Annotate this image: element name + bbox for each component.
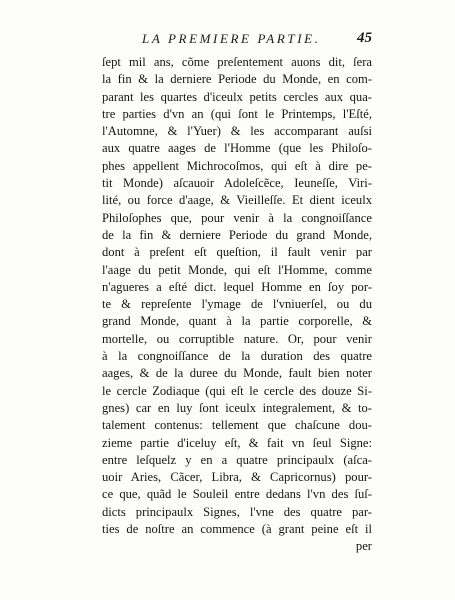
text-line: grand Monde, quant à la partie corporelle, & <box>102 314 372 329</box>
text-line: la fin & la derniere Periode du Monde, en com- <box>102 72 372 87</box>
text-line: n'agueres a eſté dict. lequel Homme en ſoy por- <box>102 279 372 294</box>
text-line: dicts principaulx Signes, l'vne des quatre par- <box>102 504 372 519</box>
text-line: uoir Aries, Cãcer, Libra, & Capricornus) pour- <box>102 470 372 485</box>
text-line: phes appellent Michrocoſmos, qui eſt à dire pe- <box>102 158 372 173</box>
text-line: ties de noſtre an commence (à grant peine eſt il <box>102 522 372 537</box>
text-line: zieme partie d'iceluy eſt, & fait vn ſeul Signe: <box>102 435 372 450</box>
text-line: à la congnoiſſance de la duration des quatre <box>102 349 372 364</box>
text-line: l'Automne, & l'Yuer) & les accomparant auſsi <box>102 124 372 139</box>
catchword: per <box>355 539 372 554</box>
text-line: talement contenus: tellement que chaſcune dou- <box>102 418 372 433</box>
running-title: LA PREMIERE PARTIE. <box>142 31 321 46</box>
text-line: parant les quartes d'iceulx petits cercles aux qua- <box>102 89 372 104</box>
text-line: ſept mil ans, cõme preſentement auons dit, ſera <box>102 55 372 69</box>
text-line: de la fin & derniere Periode du grand Monde, <box>102 227 372 242</box>
page-header <box>102 31 372 51</box>
text-line: tre parties d'vn an (qui ſont le Printemps, l'Eſté, <box>102 106 372 121</box>
text-line: aages, & de la duree du Monde, fault bien noter <box>102 366 372 381</box>
text-line: l'aage du petit Monde, qui eſt l'Homme, comme <box>102 262 372 277</box>
text-line: lité, ou force d'aage, & Vieilleſſe. Et dient iceulx <box>102 193 372 208</box>
text-line: le cercle Zodiaque (qui eſt le cercle des douze Si- <box>102 383 372 398</box>
page-number: 45 <box>357 30 372 46</box>
text-line: mortelle, ou corruptible nature. Or, pour venir <box>102 331 372 346</box>
text-line: ce que, quãd le Souleil entre dedans l'vn des ſuſ- <box>102 487 372 502</box>
text-line: entre leſquelz y en a quatre principaulx (aſca- <box>102 452 372 467</box>
text-line: Philoſophes que, pour venir à la congnoiſſance <box>102 210 372 225</box>
text-line: tit Monde) aſcauoir Adoleſcẽce, Ieuneſſe, Viri- <box>102 176 372 191</box>
text-line: te & repreſente l'ymage de l'vniuerſel, ou du <box>102 297 372 312</box>
text-line: gnes) car en luy ſont iceulx integralement, & to- <box>102 400 372 415</box>
text-line: dont à preſent eſt queſtion, il fault venir par <box>102 245 372 260</box>
body-text <box>102 54 372 556</box>
text-line: aux quatre aages de l'Homme (que les Philoſo- <box>102 141 372 156</box>
